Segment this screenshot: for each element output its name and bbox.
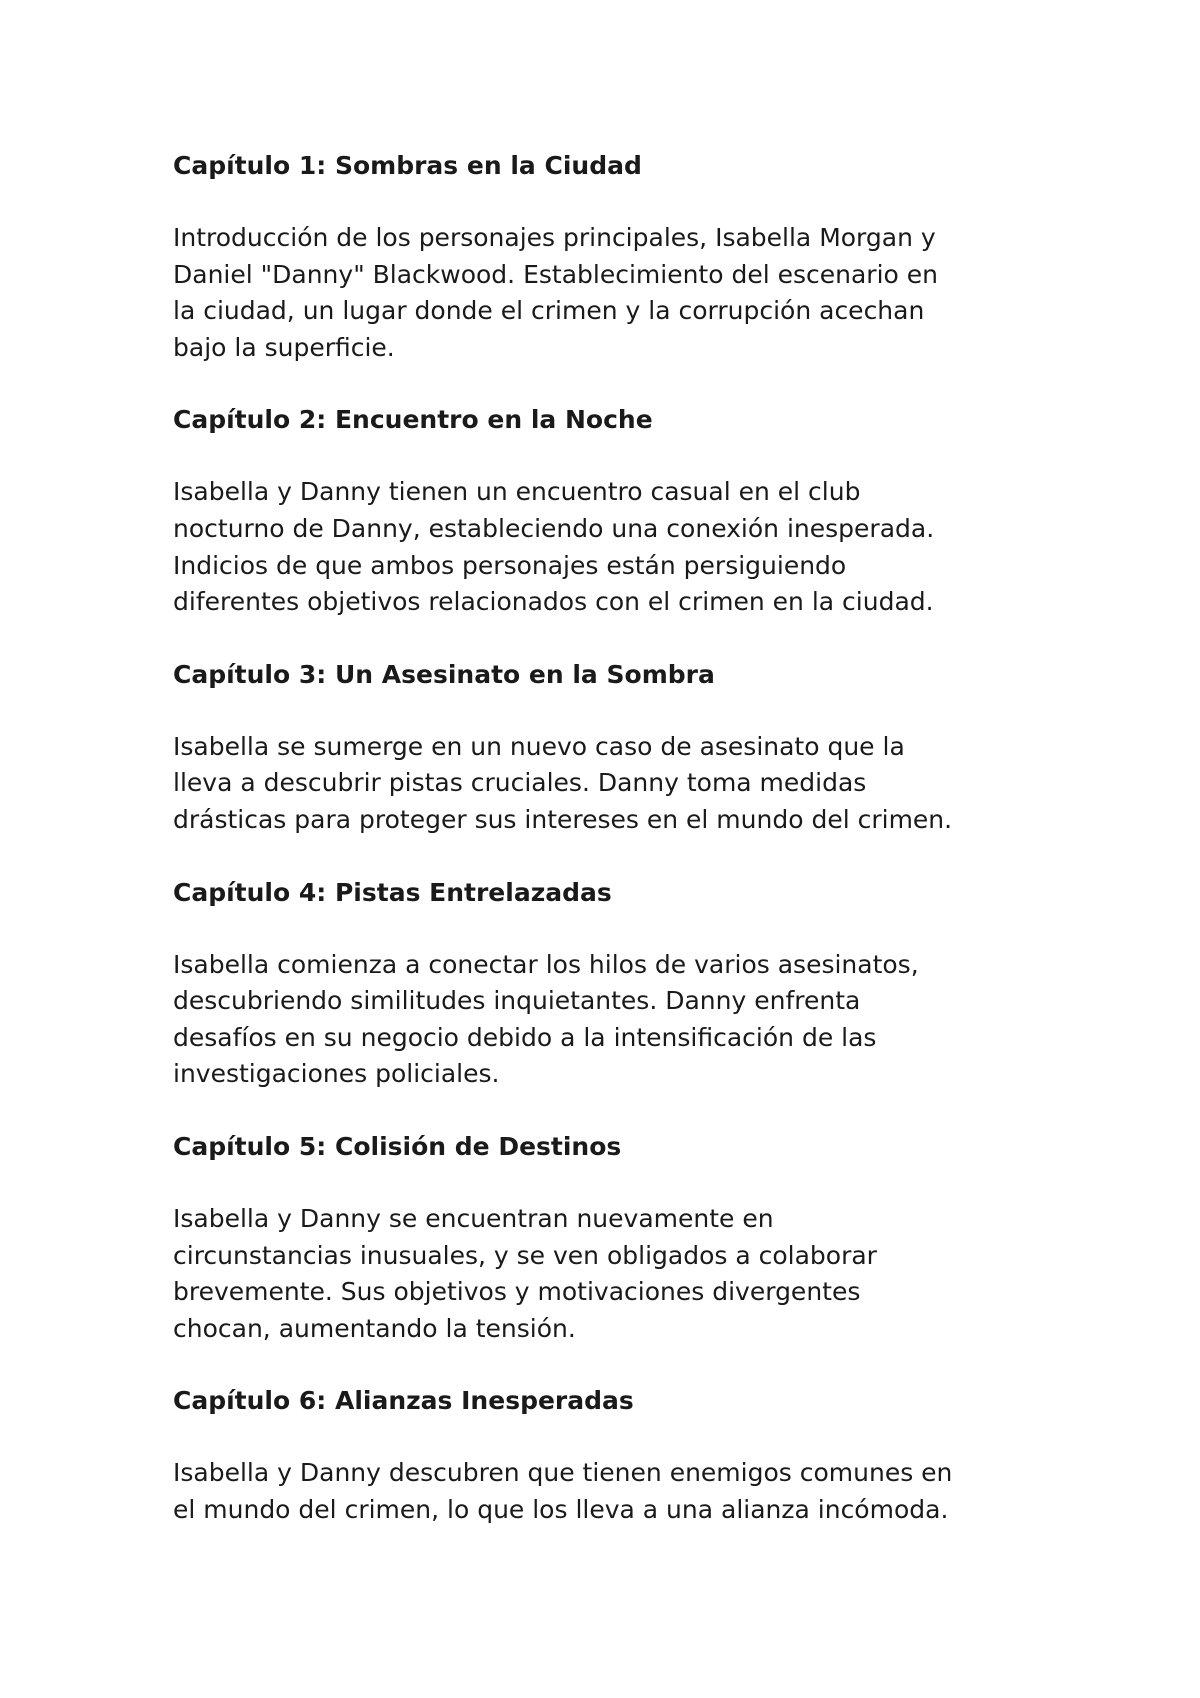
summary-line: Isabella y Danny tienen un encuentro casual en el club — [173, 477, 861, 507]
chapter-4 — [173, 875, 1073, 1129]
chapter-1 — [173, 148, 1073, 402]
chapter-6 — [173, 1383, 1073, 1528]
chapter-2 — [173, 402, 1073, 656]
chapter-title: Capítulo 3: Un Asesinato en la Sombra — [173, 659, 715, 689]
chapter-title: Capítulo 1: Sombras en la Ciudad — [173, 151, 642, 180]
chapter-title: Capítulo 2: Encuentro en la Noche — [173, 405, 653, 435]
chapter-summary — [173, 1201, 1073, 1347]
summary-line: bajo la superficie. — [173, 332, 395, 362]
summary-line: drásticas para proteger sus intereses en el mundo del crimen. — [173, 804, 953, 834]
summary-line: chocan, aumentando la tensión. — [173, 1313, 576, 1343]
chapter-summary — [173, 947, 1073, 1093]
document-page — [173, 148, 1073, 1528]
summary-line: desafíos en su negocio debido a la intensificación de las — [173, 1022, 877, 1052]
summary-line: Indicios de que ambos personajes están persiguiendo — [173, 550, 847, 580]
summary-line: descubriendo similitudes inquietantes. Danny enfrenta — [173, 986, 861, 1016]
summary-line: Isabella y Danny se encuentran nuevamente en — [173, 1203, 774, 1233]
summary-line: el mundo del crimen, lo que los lleva a una alianza incómoda. — [173, 1494, 949, 1524]
summary-line: brevemente. Sus objetivos y motivaciones divergentes — [173, 1277, 861, 1307]
chapter-summary — [173, 220, 1073, 366]
summary-line: la ciudad, un lugar donde el crimen y la corrupción acechan — [173, 296, 925, 326]
summary-line: Introducción de los personajes principales, Isabella Morgan y — [173, 223, 936, 252]
summary-line: Isabella se sumerge en un nuevo caso de asesinato que la — [173, 731, 905, 761]
chapter-title: Capítulo 5: Colisión de Destinos — [173, 1131, 622, 1161]
summary-line: Isabella comienza a conectar los hilos de varios asesinatos, — [173, 949, 919, 979]
chapter-summary — [173, 1455, 1073, 1528]
chapter-3 — [173, 657, 1073, 875]
summary-line: circunstancias inusuales, y se ven obligados a colaborar — [173, 1240, 877, 1270]
chapter-title: Capítulo 6: Alianzas Inesperadas — [173, 1386, 634, 1416]
chapter-summary — [173, 729, 1073, 839]
summary-line: Isabella y Danny descubren que tienen enemigos comunes en — [173, 1458, 953, 1488]
chapter-summary — [173, 474, 1073, 620]
summary-line: nocturno de Danny, estableciendo una conexión inesperada. — [173, 513, 935, 543]
summary-line: diferentes objetivos relacionados con el crimen en la ciudad. — [173, 587, 934, 617]
chapter-title: Capítulo 4: Pistas Entrelazadas — [173, 877, 612, 907]
summary-line: investigaciones policiales. — [173, 1059, 500, 1089]
chapter-5 — [173, 1129, 1073, 1383]
summary-line: Daniel "Danny" Blackwood. Establecimiento del escenario en — [173, 259, 939, 289]
summary-line: lleva a descubrir pistas cruciales. Danny toma medidas — [173, 768, 867, 798]
